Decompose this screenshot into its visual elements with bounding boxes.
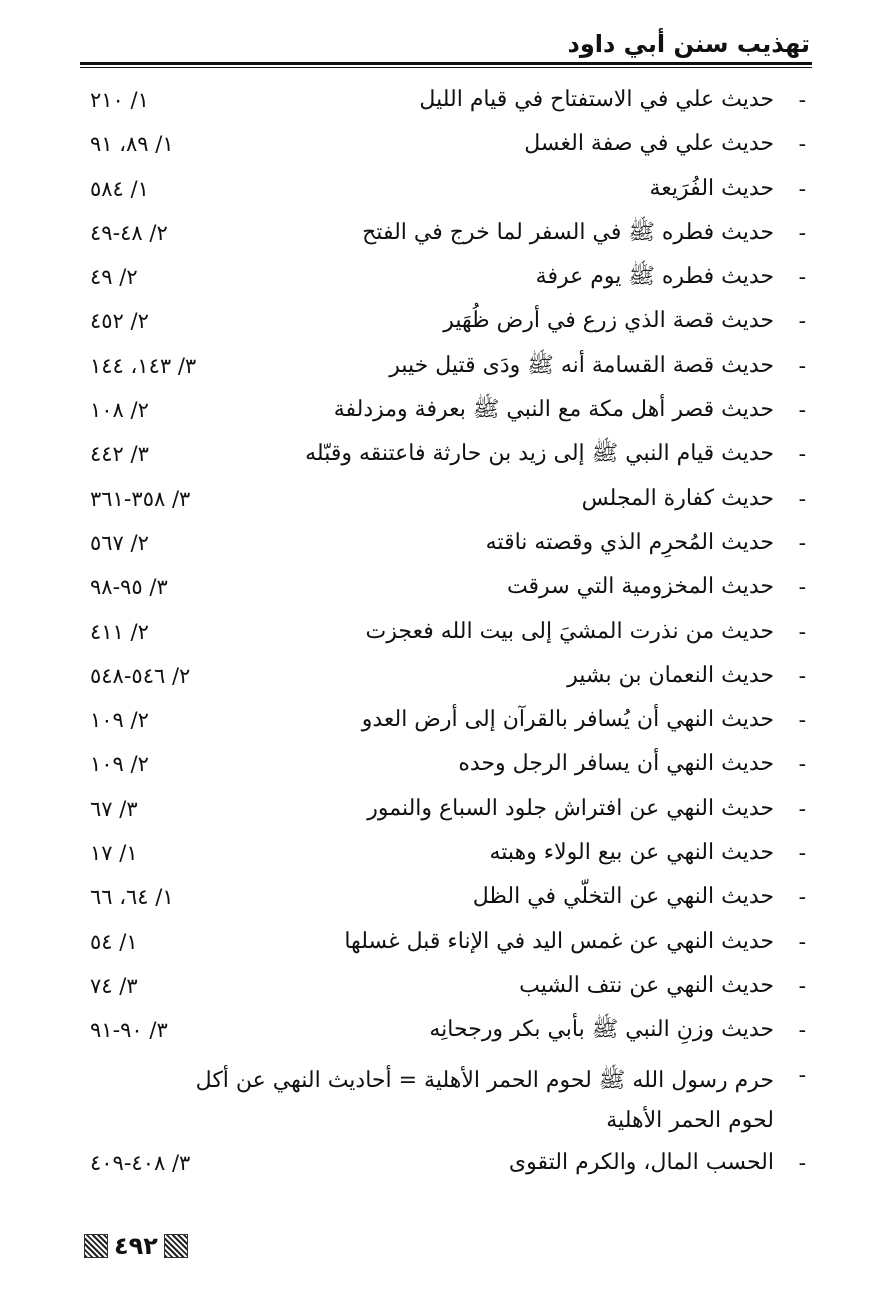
entry-reference: ٢/ ٤٥٢ xyxy=(90,309,149,334)
entry-text: حديث النهي عن التخلّي في الظل xyxy=(472,884,774,910)
index-entry xyxy=(80,565,812,609)
entry-reference: ٢/ ٤٨-٤٩ xyxy=(90,220,168,245)
entry-dash: - xyxy=(798,88,806,113)
entry-reference: ٣/ ٦٧ xyxy=(90,796,138,821)
entry-reference: ٢/ ٥٤٦-٥٤٨ xyxy=(90,663,191,688)
index-entry xyxy=(80,742,812,786)
entry-text: حرم رسول الله ﷺ لحوم الحمر الأهلية = أحاديث النهي عن أكل لحوم الحمر الأهلية xyxy=(195,1067,774,1133)
entry-dash: - xyxy=(798,398,806,424)
entry-text: حديث قصة الذي زرع في أرض ظُهَير xyxy=(443,308,774,334)
index-entry xyxy=(80,388,812,432)
entry-text: حديث فطره ﷺ في السفر لما خرج في الفتح xyxy=(362,219,774,245)
entry-dash: - xyxy=(798,176,806,202)
entry-reference: ١/ ٥٨٤ xyxy=(90,176,149,201)
index-entry xyxy=(80,299,812,343)
entry-text: حديث النهي عن غمس اليد في الإناء قبل غسلها xyxy=(344,928,774,954)
ornament-icon xyxy=(164,1234,188,1258)
entry-reference: ٢/ ٤١١ xyxy=(90,619,149,644)
entry-text: حديث قصر أهل مكة مع النبي ﷺ بعرفة ومزدلفة xyxy=(333,397,774,423)
entry-text: حديث النهي أن يُسافر بالقرآن إلى أرض العدو xyxy=(361,707,774,733)
index-entry xyxy=(80,477,812,521)
index-entry xyxy=(80,78,812,122)
entry-text: حديث المُحرِم الذي وقصته ناقته xyxy=(485,529,774,555)
entry-reference: ٣/ ٤٤٢ xyxy=(90,442,149,467)
entry-reference: ٣/ ٣٥٨-٣٦١ xyxy=(90,486,191,511)
entry-dash: - xyxy=(798,132,806,158)
entry-dash: - xyxy=(798,1150,806,1176)
entry-text: حديث النهي عن نتف الشيب xyxy=(519,972,774,998)
entry-text: حديث من نذرت المشيَ إلى بيت الله فعجزت xyxy=(365,618,774,644)
entry-dash: - xyxy=(798,220,806,246)
entry-reference: ٢/ ١٠٩ xyxy=(90,708,149,733)
entry-text: حديث قصة القسامة أنه ﷺ ودَى قتيل خيبر xyxy=(389,352,774,378)
index-entry xyxy=(80,875,812,919)
entry-dash: - xyxy=(798,530,806,556)
header-rule-thick xyxy=(80,62,812,65)
entry-dash: - xyxy=(798,885,806,911)
entry-reference: ٢/ ١٠٨ xyxy=(90,398,149,423)
index-entry xyxy=(80,831,812,875)
index-entry xyxy=(80,964,812,1008)
entry-text: حديث كفارة المجلس xyxy=(581,485,774,511)
entry-reference: ٣/ ١٤٣، ١٤٤ xyxy=(90,353,197,378)
entry-reference: ٣/ ٤٠٨-٤٠٩ xyxy=(90,1150,191,1175)
running-header-title: تهذيب سنن أبي داود xyxy=(567,30,810,58)
index-entry xyxy=(80,344,812,388)
entry-text: حديث النهي عن افتراش جلود السباع والنمور xyxy=(367,795,774,821)
entry-dash: - xyxy=(798,486,806,512)
page-number: ٤٩٢ xyxy=(114,1232,158,1260)
index-entry xyxy=(80,1053,812,1141)
entry-dash: - xyxy=(798,1018,806,1044)
index-entry xyxy=(80,787,812,831)
entry-dash: - xyxy=(798,353,806,379)
entry-dash: - xyxy=(798,973,806,999)
entry-dash: - xyxy=(798,265,806,291)
entry-text: حديث وزنِ النبي ﷺ بأبي بكر ورجحانِه xyxy=(429,1017,774,1043)
entry-reference: ٢/ ٤٩ xyxy=(90,265,138,290)
entry-text: حديث قيام النبي ﷺ إلى زيد بن حارثة فاعتنقه وقبّله xyxy=(305,441,774,467)
index-entry xyxy=(80,920,812,964)
index-entry xyxy=(80,521,812,565)
index-entry xyxy=(80,167,812,211)
entry-text: حديث علي في صفة الغسل xyxy=(524,131,774,157)
entry-dash: - xyxy=(798,841,806,867)
ornament-icon xyxy=(84,1234,108,1258)
index-entry xyxy=(80,255,812,299)
index-entry xyxy=(80,610,812,654)
entry-reference: ٣/ ٩٥-٩٨ xyxy=(90,575,168,600)
entry-dash: - xyxy=(798,708,806,734)
index-entry xyxy=(80,698,812,742)
entry-reference: ١/ ٨٩، ٩١ xyxy=(90,132,174,157)
entry-reference: ١/ ٥٤ xyxy=(90,929,138,954)
entry-reference: ١/ ١٧ xyxy=(90,841,138,866)
header-rule-thin xyxy=(80,67,812,68)
entry-dash: - xyxy=(798,442,806,468)
entry-reference: ١/ ٦٤، ٦٦ xyxy=(90,885,174,910)
entry-text: الحسب المال، والكرم التقوى xyxy=(508,1149,774,1175)
entry-text: حديث الفُرَيعة xyxy=(649,175,774,201)
index-entry xyxy=(80,432,812,476)
entry-dash: - xyxy=(798,1062,806,1088)
entry-dash: - xyxy=(798,619,806,645)
entry-text: حديث النهي أن يسافر الرجل وحده xyxy=(458,751,774,777)
index-entry xyxy=(80,1141,812,1185)
entry-text: حديث النهي عن بيع الولاء وهبته xyxy=(489,840,774,866)
entry-text: حديث علي في الاستفتاح في قيام الليل xyxy=(419,87,774,112)
entry-text: حديث فطره ﷺ يوم عرفة xyxy=(535,264,774,290)
index-entry xyxy=(80,654,812,698)
entry-dash: - xyxy=(798,309,806,335)
index-entry xyxy=(80,1008,812,1052)
index-entry xyxy=(80,122,812,166)
entry-reference: ٣/ ٧٤ xyxy=(90,973,138,998)
entry-text: حديث المخزومية التي سرقت xyxy=(506,574,774,600)
entry-dash: - xyxy=(798,796,806,822)
entry-dash: - xyxy=(798,929,806,955)
entry-reference: ٢/ ٥٦٧ xyxy=(90,530,149,555)
entry-dash: - xyxy=(798,663,806,689)
page-footer xyxy=(84,1232,188,1260)
entry-reference: ٣/ ٩٠-٩١ xyxy=(90,1018,168,1043)
entry-text: حديث النعمان بن بشير xyxy=(567,662,774,688)
index-entry xyxy=(80,211,812,255)
entry-reference: ١/ ٢١٠ xyxy=(90,88,149,112)
entry-dash: - xyxy=(798,575,806,601)
entry-reference: ٢/ ١٠٩ xyxy=(90,752,149,777)
index-entries xyxy=(80,78,812,1185)
entry-dash: - xyxy=(798,752,806,778)
